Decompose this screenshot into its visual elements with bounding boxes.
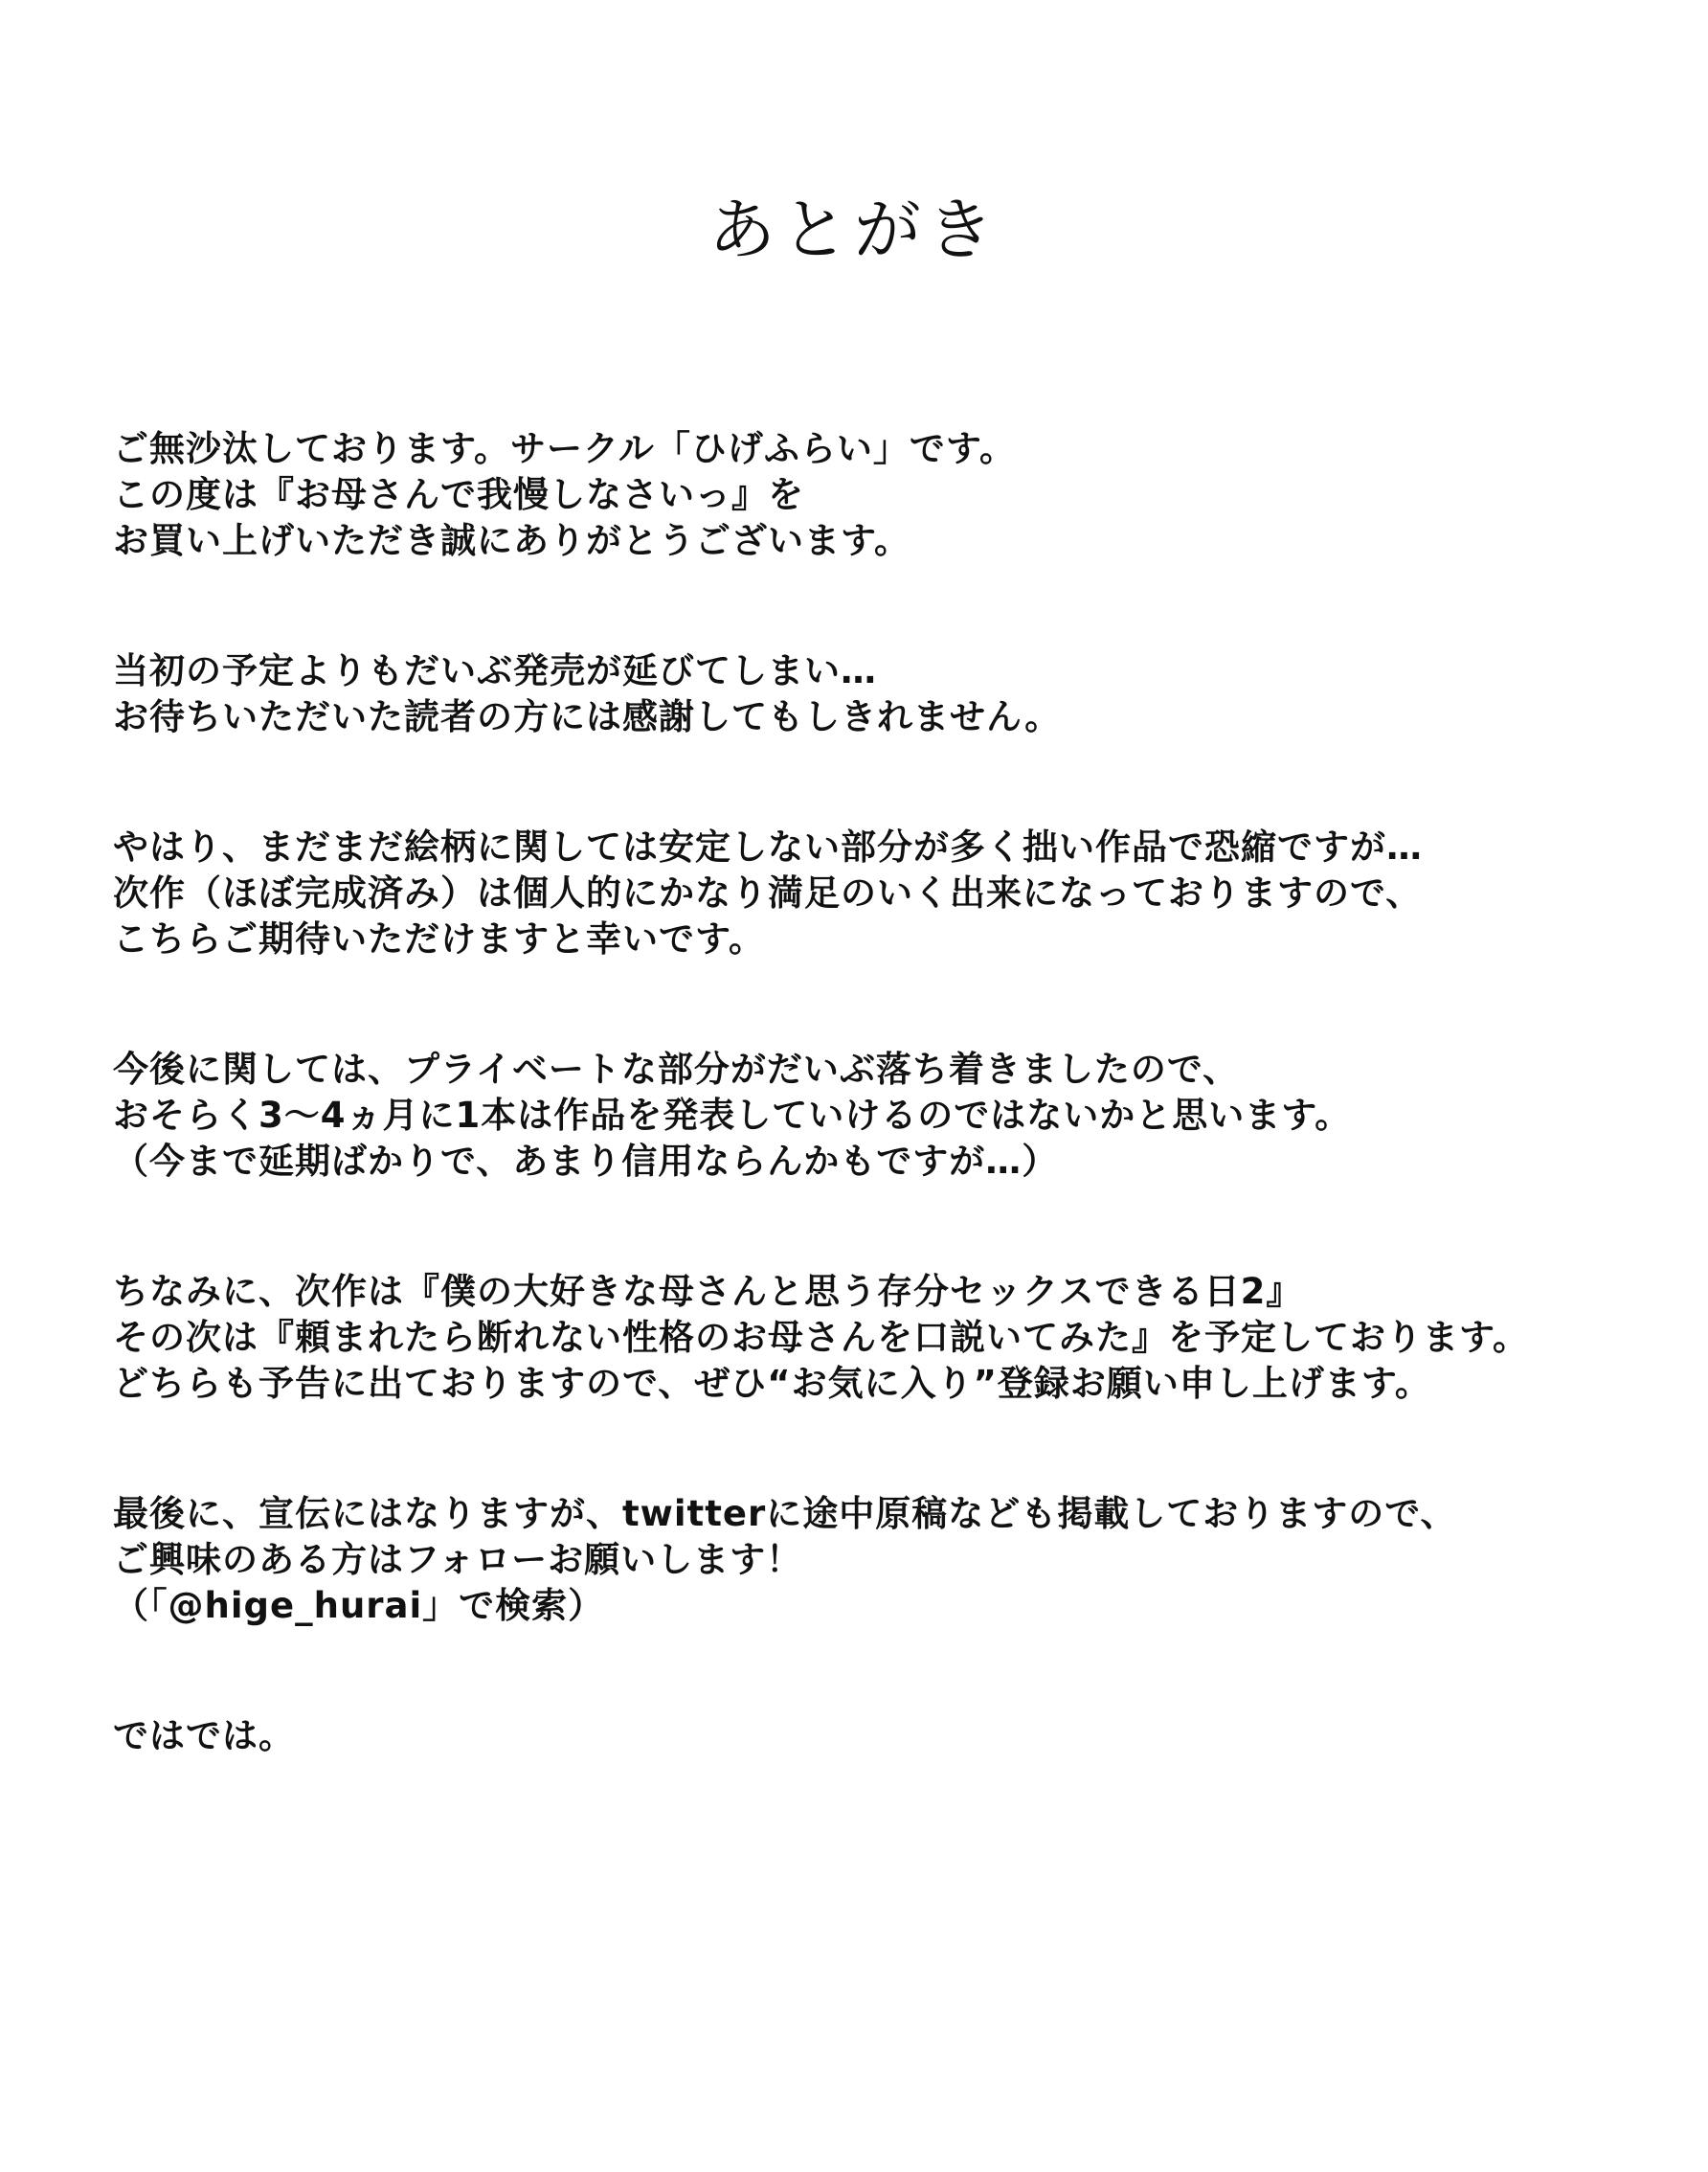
text-line: ご興味のある方はフォローお願いします！ <box>113 1539 803 1580</box>
text-line: 当初の予定よりもだいぶ発売が延びてしまい… <box>113 650 877 691</box>
text-line: こちらご期待いただけますと幸いです。 <box>113 918 766 960</box>
text-line: この度は『お母さんで我慢しなさいっ』を <box>113 474 804 515</box>
paragraph-delay-apology <box>113 648 1645 740</box>
text-line: 次作（ほぼ完成済み）は個人的にかなり満足のいく出来になっておりますので、 <box>113 872 1423 914</box>
text-line: やはり、まだまだ絵柄に関しては安定しない部分が多く拙い作品で恐縮ですが… <box>113 826 1423 868</box>
text-line: お待ちいただいた読者の方には感謝してもしきれません。 <box>113 696 1062 737</box>
page-title: あとがき <box>708 191 1000 269</box>
text-line: ご無沙汰しております。サークル「ひげふらい」です。 <box>113 428 1016 469</box>
afterword-body <box>113 426 1645 1844</box>
text-line: お買い上げいただき誠にありがとうございます。 <box>113 520 911 561</box>
text-line: ではでは。 <box>113 1715 295 1756</box>
text-line: （「@hige_hurai」で検索） <box>113 1585 605 1626</box>
text-line: （今まで延期ばかりで、あまり信用ならんかもですが…） <box>113 1141 1059 1182</box>
text-line: どちらも予告に出ておりますので、ぜひ“お気に入り”登録お願い申し上げます。 <box>113 1363 1431 1404</box>
text-line: ちなみに、次作は『僕の大好きな母さんと思う存分セックスできる日2』 <box>113 1271 1303 1312</box>
paragraph-greeting <box>113 426 1645 564</box>
text-line: 今後に関しては、プライベートな部分がだいぶ落ち着きましたので、 <box>113 1049 1240 1090</box>
paragraph-closing <box>113 1713 1645 1759</box>
paragraph-next-work <box>113 825 1645 962</box>
paragraph-future-plans <box>113 1047 1645 1185</box>
paragraph-twitter-promo <box>113 1491 1645 1629</box>
text-line: 最後に、宣伝にはなりますが、twitterに途中原稿なども掲載しておりますので、 <box>113 1493 1457 1534</box>
text-line: その次は『頼まれたら断れない性格のお母さんを口説いてみた』を予定しております。 <box>113 1317 1530 1358</box>
text-line: おそらく3〜4ヵ月に1本は作品を発表していけるのではないかと思います。 <box>113 1095 1352 1136</box>
paragraph-upcoming-titles <box>113 1269 1645 1407</box>
